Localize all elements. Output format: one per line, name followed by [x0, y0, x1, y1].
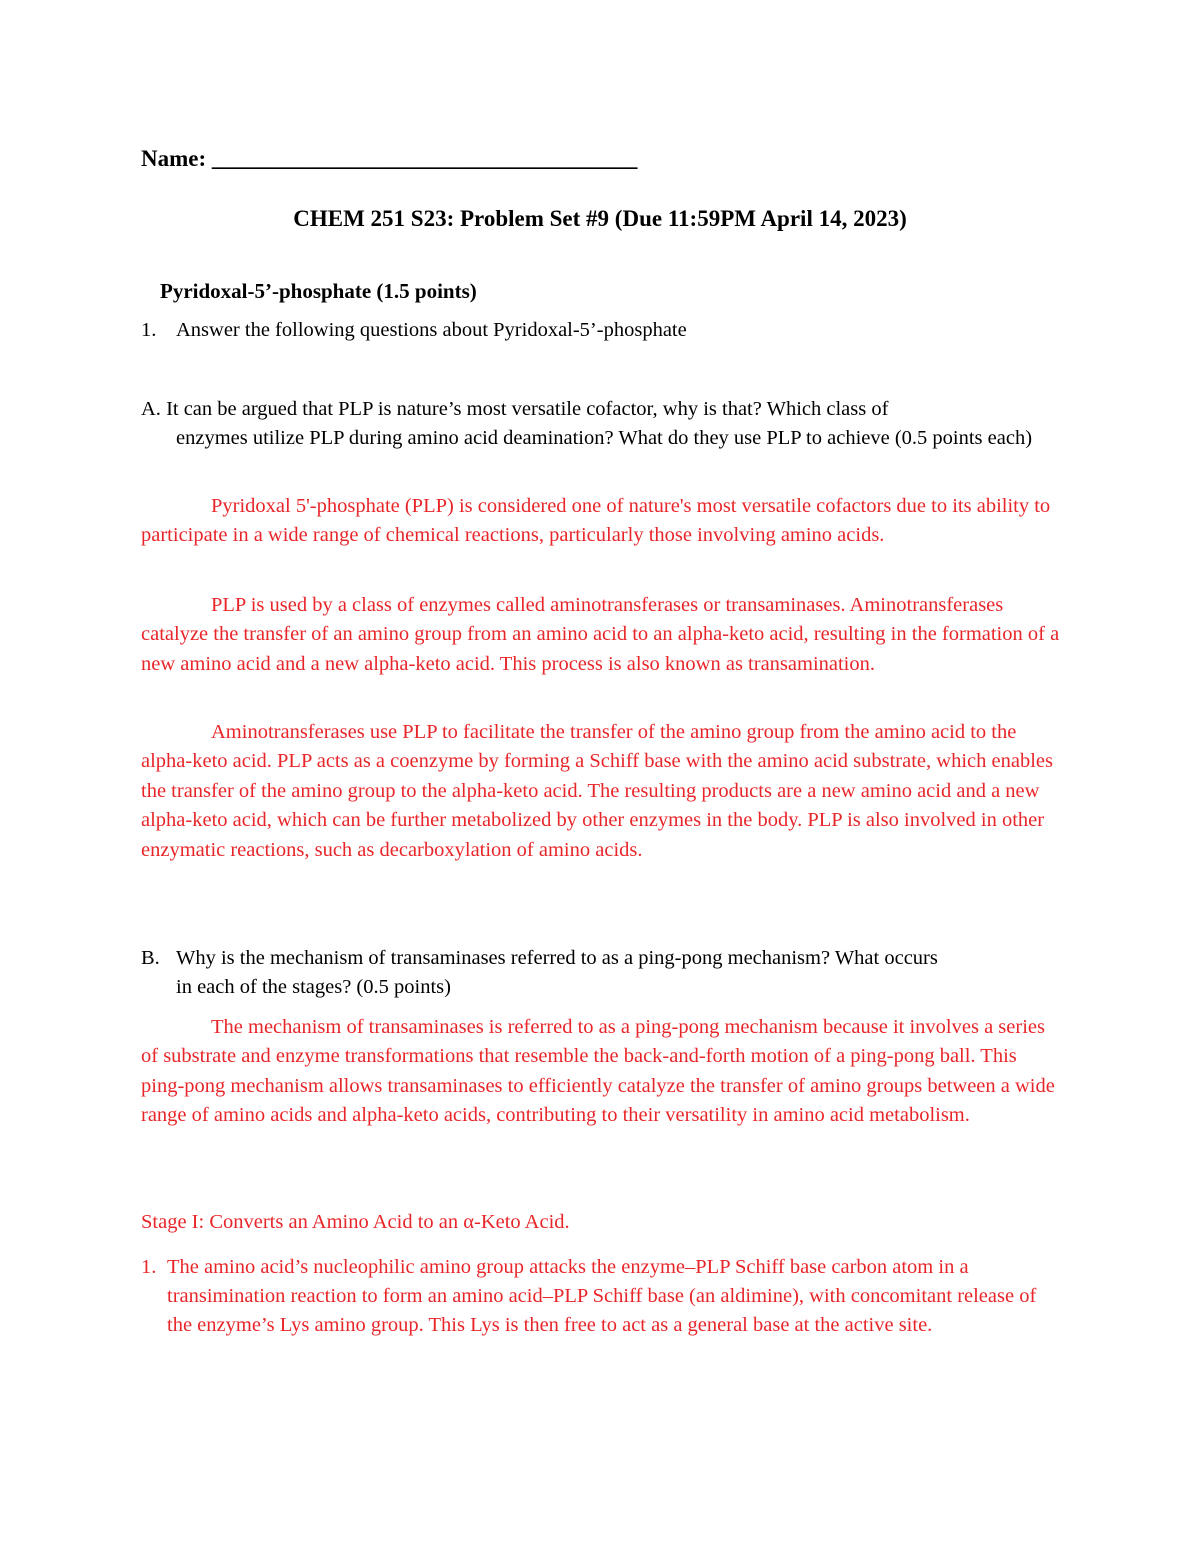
- name-field-label: Name: _____________________________________: [141, 146, 638, 171]
- part-a-question-first-line: It can be argued that PLP is nature’s most versatile cofactor, why is that? Which class of: [166, 398, 889, 420]
- part-a-answer-paragraph-2: PLP is used by a class of enzymes called aminotransferases or transaminases. Aminotransferases catalyze the transfer of an amino group from an amino acid to an alpha-keto acid, resulting in the formation of a new amino acid and a new alpha-keto acid. This process is also known as transamination.: [141, 594, 1060, 675]
- part-a-question-line1: [141, 395, 888, 424]
- part-b-question-line1: [141, 944, 938, 973]
- stage-1-heading: Stage I: Converts an Amino Acid to an α-Keto Acid.: [141, 1211, 570, 1233]
- stage-1-item: [141, 1253, 1061, 1340]
- part-b-label: B.: [141, 947, 160, 969]
- part-b-answer-paragraph: The mechanism of transaminases is referred to as a ping-pong mechanism because it involves a series of substrate and enzyme transformations that resemble the back-and-forth motion of a ping-pong ball. This ping-pong mechanism allows transaminases to efficiently catalyze the transfer of amino groups between a wide range of amino acids and alpha-keto acids, contributing to their versatility in amino acid metabolism.: [141, 1016, 1055, 1127]
- page-title: CHEM 251 S23: Problem Set #9 (Due 11:59PM April 14, 2023): [293, 206, 907, 231]
- question-1-number: 1.: [141, 319, 157, 341]
- part-a-answer-paragraph-1: Pyridoxal 5'-phosphate (PLP) is considered one of nature's most versatile cofactors due to its ability to participate in a wide range of chemical reactions, particularly those involving amino acids.: [141, 495, 1051, 547]
- question-1-text: Answer the following questions about Pyridoxal-5’-phosphate: [176, 319, 687, 341]
- question-1: [141, 316, 687, 345]
- stage-1-item-number: 1.: [141, 1256, 157, 1278]
- section-heading: Pyridoxal-5’-phosphate (1.5 points): [160, 279, 477, 303]
- part-b-question-continued: in each of the stages? (0.5 points): [176, 976, 451, 998]
- part-a-label: A.: [141, 398, 161, 420]
- stage-1-item-text: The amino acid’s nucleophilic amino group attacks the enzyme–PLP Schiff base carbon atom in a transimination reaction to form an amino acid–PLP Schiff base (an aldimine), with concomitant release of the enzyme’s Lys amino group. This Lys is then free to act as a general base at the active site.: [167, 1256, 1037, 1336]
- part-a-question-continued: enzymes utilize PLP during amino acid deamination? What do they use PLP to achieve (0.5 points each): [176, 427, 1033, 449]
- part-a-answer-paragraph-3: Aminotransferases use PLP to facilitate the transfer of the amino group from the amino acid to the alpha-keto acid. PLP acts as a coenzyme by forming a Schiff base with the amino acid substrate, which enables the transfer of the amino group to the alpha-keto acid. The resulting products are a new amino acid and a new alpha-keto acid, which can be further metabolized by other enzymes in the body. PLP is also involved in other enzymatic reactions, such as decarboxylation of amino acids.: [141, 721, 1053, 861]
- part-b-question-first-line: Why is the mechanism of transaminases referred to as a ping-pong mechanism? What occurs: [176, 947, 938, 969]
